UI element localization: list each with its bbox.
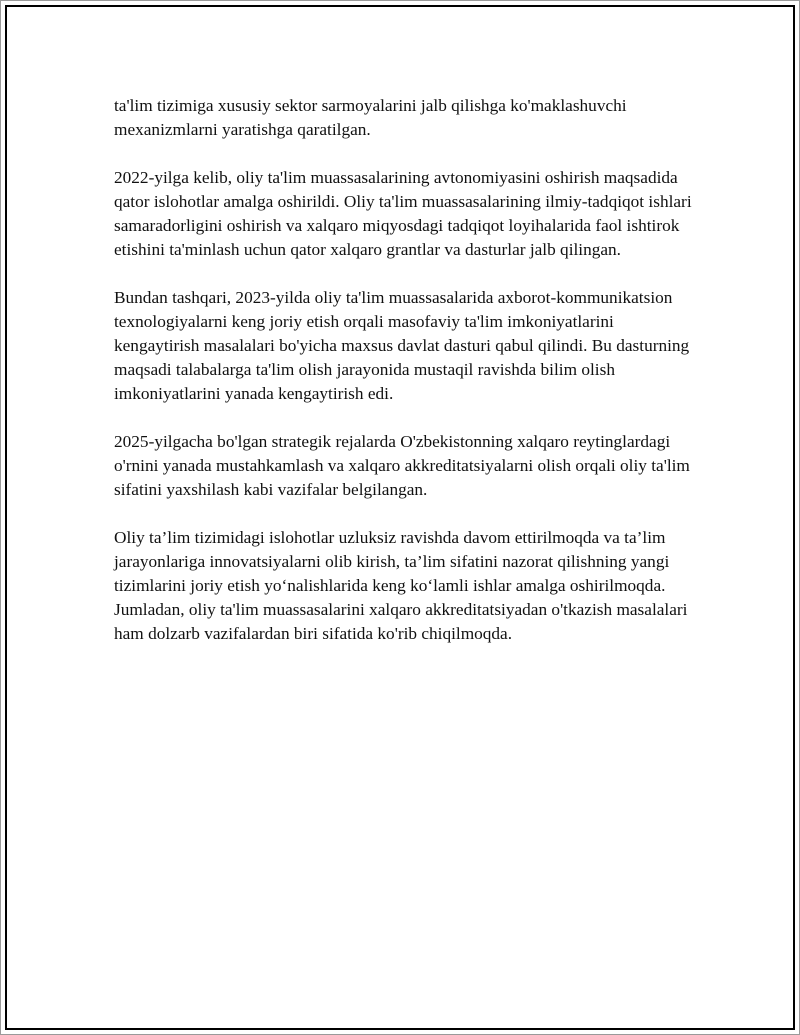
paragraph-4: 2025-yilgacha bo'lgan strategik rejalarda O'zbekistonning xalqaro reytinglardagi o'rnini yanada mustahkamlash va xalqaro akkreditatsiyalarni olish orqali oliy ta'lim sifatini yaxshilash kabi vazifalar belgilangan. (114, 432, 690, 499)
paragraph-2: 2022-yilga kelib, oliy ta'lim muassasalarining avtonomiyasini oshirish maqsadida qator islohotlar amalga oshirildi. Oliy ta'lim muassasalarining ilmiy-tadqiqot ishlari samaradorligini oshirish va xalqaro miqyosdagi tadqiqot loyihalarida faol ishtirok etishini ta'minlash uchun qator xalqaro grantlar va dasturlar jalb qilingan. (114, 168, 692, 259)
paragraph-5: Oliy ta’lim tizimidagi islohotlar uzluksiz ravishda davom ettirilmoqda va ta’lim jarayonlariga innovatsiyalarni olib kirish, ta’lim sifatini nazorat qilishning yangi tizimlarini joriy etish yo‘nalishlarida keng ko‘lamli ishlar amalga oshirilmoqda. Jumladan, oliy ta'lim muassasalarini xalqaro akkreditatsiyadan o'tkazish masalalari ham dolzarb vazifalardan biri sifatida ko'rib chiqilmoqda. (114, 528, 688, 643)
paragraph-1: ta'lim tizimiga xususiy sektor sarmoyalarini jalb qilishga ko'maklashuvchi mexanizmlarni yaratishga qaratilgan. (114, 96, 627, 139)
document-body (114, 94, 694, 670)
paragraph-3: Bundan tashqari, 2023-yilda oliy ta'lim muassasalarida axborot-kommunikatsion texnologiyalarni keng joriy etish orqali masofaviy ta'lim imkoniyatlarini kengaytirish masalalari bo'yicha maxsus davlat dasturi qabul qilindi. Bu dasturning maqsadi talabalarga ta'lim olish jarayonida mustaqil ravishda bilim olish imkoniyatlarini yanada kengaytirish edi. (114, 288, 690, 403)
